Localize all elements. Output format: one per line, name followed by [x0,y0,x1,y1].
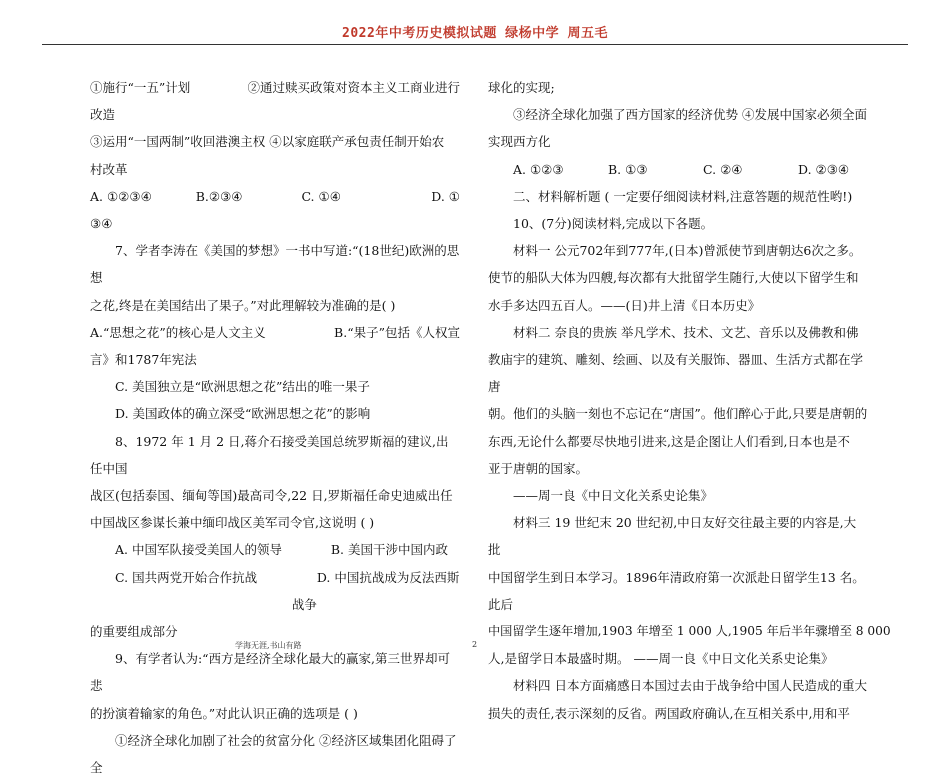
text-line: 教庙宇的建筑、雕刻、绘画、以及有关服饰、器皿、生活方式都在学唐 [488,352,864,395]
choice-b: B.②③④ [195,188,243,204]
text-line: 朝。他们的头脑一刻也不忘记在“唐国”。他们醉心于此,只要是唐朝的 [488,406,868,422]
citation: ——周一良《中日文化关系史论集》 [513,488,714,504]
text-line: 之花,终是在美国结出了果子。”对此理解较为准确的是( ) [90,297,396,313]
page-number: 2 [472,640,478,649]
choice-d: D. 美国政体的确立深受“欧洲思想之花”的影响 [115,406,371,422]
choice-c: C. 国共两党开始合作抗战 [115,569,258,585]
choice-b: B. ①③ [608,161,648,177]
footer-motto: 学海无涯,书山有路 [235,641,302,650]
choice-a: A. 中国军队接受美国人的领导 [115,542,282,558]
text-line: 中国留学生到日本学习。1896年清政府第一次派赴日留学生13 名。此后 [488,569,865,612]
text-line: 言》和1787年宪法 [90,352,197,368]
option-line [90,564,460,618]
text-line: 中国战区参谋长兼中缅印战区美军司令官,这说明 ( ) [90,515,375,531]
text-line: 球化的实现; [488,80,555,95]
page-header: 2022年中考历史模拟试题 绿杨中学 周五毛 [342,26,608,41]
text-line: 的扮演着输家的角色。”对此认识正确的选项是 ( ) [90,705,358,721]
choice-b: B. 美国干涉中国内政 [330,542,448,558]
option-line [90,74,460,101]
choice-b: B.“果子”包括《人权宣 [334,324,460,340]
text-line: 改造 [90,107,116,123]
choice-a: A. ①②③ [513,161,564,177]
text-line: 实现西方化 [488,134,551,150]
choice-c: C. ①④ [301,188,341,204]
choice-d: D. ① [431,188,461,204]
material-1: 材料一 公元702年到777年,(日本)曾派使节到唐朝达6次之多。 [513,243,862,259]
option-1: ①施行“一五”计划 [90,80,191,95]
text-line: 战区(包括泰国、缅甸等国)最高司令,22 日,罗斯福任命史迪威出任 [90,488,453,504]
answer-choices [488,156,868,183]
text-line: ③经济全球化加强了西方国家的经济优势 ④发展中国家必须全面 [513,107,867,123]
option-line [90,536,460,563]
text-line: ③运用“一国两制”收回港澳主权 ④以家庭联产承包责任制开始农 [90,134,445,150]
right-column [488,74,891,727]
text-line: 中国留学生逐年增加,1903 年增至 1 000 人,1905 年后半年骤增至 8 000 [488,624,891,639]
text-line: ①经济全球化加剧了社会的贫富分化 ②经济区域集团化阻碍了全 [90,732,457,776]
text-line: 村改革 [90,161,128,177]
choice-a: A.“思想之花”的核心是人文主义 [90,324,266,340]
option-line [90,319,460,346]
material-3: 材料三 19 世纪末 20 世纪初,中日友好交往最主要的内容是,大批 [488,515,857,558]
question-8: 8、1972 年 1 月 2 日,蒋介石接受美国总统罗斯福的建议,出任中国 [90,433,449,476]
option-2: ②通过赎买政策对资本主义工商业进行 [247,80,460,95]
choice-d: D. ②③④ [798,161,850,177]
text-line: 使节的船队大体为四艘,每次都有大批留学生随行,大使以下留学生和 [488,270,859,286]
text-line: 东西,无论什么都要尽快地引进来,这是企图让人们看到,日本也是不 [488,433,850,449]
section-heading: 二、材料解析题 ( 一定要仔细阅读材料,注意答题的规范性哟!) [513,188,853,204]
answer-choices [90,183,460,210]
choice-a: A. ①②③④ [90,188,152,204]
text-line: 损失的责任,表示深刻的反省。两国政府确认,在互相关系中,用和平 [488,705,850,721]
choice-c: C. ②④ [703,161,743,177]
question-7: 7、学者李涛在《美国的梦想》一书中写道:“(18世纪)欧洲的思想 [90,243,460,286]
left-column [90,74,460,781]
text-line: ③④ [90,216,113,232]
header-divider [42,44,908,45]
text-line: 水手多达四五百人。——(日)井上清《日本历史》 [488,297,761,313]
choice-c: C. 美国独立是“欧洲思想之花”结出的唯一果子 [115,379,370,395]
material-4: 材料四 日本方面痛感日本国过去由于战争给中国人民造成的重大 [513,678,867,694]
text-line: 人,是留学日本最盛时期。 ——周一良《中日文化关系史论集》 [488,651,834,667]
choice-d: D. 中国抗战成为反法西斯战争 [291,569,460,612]
text-line: 的重要组成部分 [90,624,178,640]
question-10: 10、(7分)阅读材料,完成以下各题。 [513,216,714,232]
question-9: 9、有学者认为:“西方是经济全球化最大的赢家,第三世界却可悲 [90,651,451,694]
material-2: 材料二 奈良的贵族 举凡学术、技术、文艺、音乐以及佛教和佛 [513,324,859,340]
text-line: 亚于唐朝的国家。 [488,460,589,476]
